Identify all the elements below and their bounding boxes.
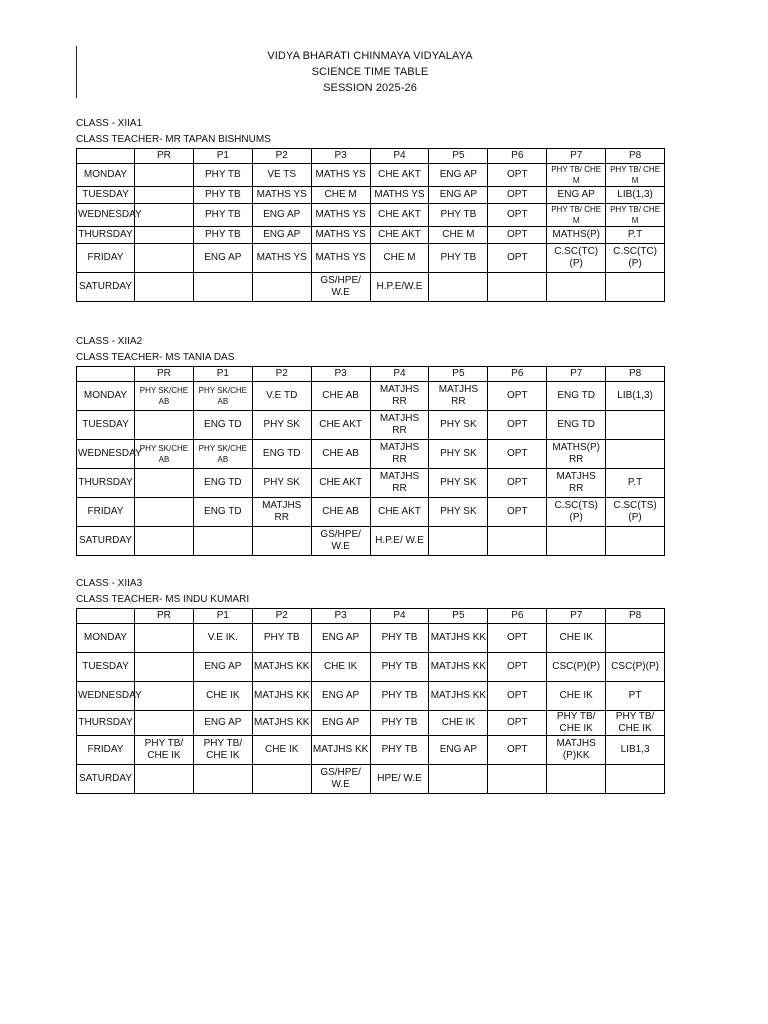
class-label: CLASS - XIIA2 <box>76 336 143 347</box>
period-cell: MATJHS KK <box>429 624 488 653</box>
period-cell <box>135 273 194 302</box>
class-label: CLASS - XIIA3 <box>76 578 143 589</box>
period-cell: PHY SK <box>252 469 311 498</box>
header-row <box>77 367 665 382</box>
period-cell: OPT <box>488 682 547 711</box>
period-cell: MATJHS RR <box>370 411 429 440</box>
period-cell <box>135 204 194 227</box>
period-cell <box>252 273 311 302</box>
period-cell: OPT <box>488 244 547 273</box>
column-header: P3 <box>311 149 370 164</box>
table-row <box>77 682 665 711</box>
period-cell: CHE IK <box>429 711 488 736</box>
period-cell: MATHS YS <box>311 244 370 273</box>
day-cell: TUESDAY <box>77 411 135 440</box>
table-row <box>77 382 665 411</box>
table-row <box>77 527 665 556</box>
period-cell <box>429 273 488 302</box>
table-row <box>77 736 665 765</box>
period-cell: ENG AP <box>193 244 252 273</box>
class-teacher-label: CLASS TEACHER- MS TANIA DAS <box>76 352 235 363</box>
period-cell: PHY TB/ CHE M <box>606 204 665 227</box>
period-cell: OPT <box>488 164 547 187</box>
period-cell <box>547 273 606 302</box>
timetable-section <box>76 116 666 302</box>
period-cell: ENG AP <box>547 187 606 204</box>
table-row <box>77 273 665 302</box>
period-cell: PHY TB <box>370 682 429 711</box>
column-header: P3 <box>311 367 370 382</box>
table-row <box>77 711 665 736</box>
period-cell <box>488 273 547 302</box>
period-cell: OPT <box>488 653 547 682</box>
period-cell <box>252 765 311 794</box>
table-row <box>77 624 665 653</box>
column-header: P6 <box>488 367 547 382</box>
column-header: P5 <box>429 609 488 624</box>
header-row <box>77 149 665 164</box>
period-cell: CHE AKT <box>370 204 429 227</box>
column-header: P3 <box>311 609 370 624</box>
column-header: P2 <box>252 149 311 164</box>
column-header: PR <box>135 367 194 382</box>
day-cell: SATURDAY <box>77 765 135 794</box>
period-cell: PHY SK <box>429 469 488 498</box>
period-cell <box>135 469 194 498</box>
day-cell: MONDAY <box>77 382 135 411</box>
period-cell: PHY TB <box>370 736 429 765</box>
period-cell: ENG AP <box>193 653 252 682</box>
period-cell: OPT <box>488 624 547 653</box>
period-cell <box>488 527 547 556</box>
period-cell: CHE M <box>370 244 429 273</box>
period-cell: ENG TD <box>547 411 606 440</box>
period-cell <box>429 765 488 794</box>
period-cell: MATJHS KK <box>252 653 311 682</box>
period-cell: CHE IK <box>547 624 606 653</box>
column-header: P6 <box>488 149 547 164</box>
column-header: P8 <box>606 609 665 624</box>
period-cell: MATJHS KK <box>429 682 488 711</box>
period-cell <box>135 498 194 527</box>
period-cell <box>606 411 665 440</box>
period-cell: ENG AP <box>311 682 370 711</box>
margin-rule <box>76 46 77 98</box>
period-cell: CHE IK <box>547 682 606 711</box>
day-cell: SATURDAY <box>77 527 135 556</box>
timetable <box>76 366 665 556</box>
period-cell: OPT <box>488 736 547 765</box>
column-header: P8 <box>606 367 665 382</box>
period-cell: CHE AB <box>311 498 370 527</box>
period-cell: PHY SK/CHE AB <box>135 382 194 411</box>
period-cell <box>135 164 194 187</box>
period-cell: PHY TB <box>193 187 252 204</box>
column-header: P5 <box>429 367 488 382</box>
period-cell: P.T <box>606 227 665 244</box>
period-cell: OPT <box>488 498 547 527</box>
period-cell: MATHS YS <box>370 187 429 204</box>
table-row <box>77 244 665 273</box>
period-cell: CHE IK <box>252 736 311 765</box>
period-cell <box>135 227 194 244</box>
period-cell: PHY SK/CHE AB <box>135 440 194 469</box>
timetable-section <box>76 334 666 556</box>
column-header: P4 <box>370 367 429 382</box>
column-header: PR <box>135 609 194 624</box>
period-cell: CHE M <box>429 227 488 244</box>
day-cell: TUESDAY <box>77 653 135 682</box>
period-cell: ENG TD <box>252 440 311 469</box>
period-cell: MATJHS RR <box>370 382 429 411</box>
column-header: P7 <box>547 149 606 164</box>
period-cell: ENG AP <box>193 711 252 736</box>
period-cell: MATHS YS <box>311 164 370 187</box>
period-cell: PHY TB <box>252 624 311 653</box>
period-cell <box>135 244 194 273</box>
column-header: P7 <box>547 367 606 382</box>
period-cell: PHY TB/ CHE IK <box>547 711 606 736</box>
table-row <box>77 440 665 469</box>
period-cell: LIB(1,3) <box>606 382 665 411</box>
period-cell: C.SC(TC)(P) <box>547 244 606 273</box>
period-cell: ENG AP <box>311 711 370 736</box>
period-cell: PHY SK <box>429 440 488 469</box>
period-cell: OPT <box>488 711 547 736</box>
period-cell: OPT <box>488 411 547 440</box>
period-cell: CHE IK <box>311 653 370 682</box>
period-cell: CSC(P)(P) <box>606 653 665 682</box>
period-cell: MATJHS RR <box>370 469 429 498</box>
period-cell <box>135 711 194 736</box>
table-row <box>77 469 665 498</box>
timetable <box>76 148 665 302</box>
period-cell: MATJHS KK <box>252 682 311 711</box>
day-cell: THURSDAY <box>77 469 135 498</box>
period-cell: MATHS YS <box>252 187 311 204</box>
period-cell: OPT <box>488 469 547 498</box>
period-cell: MATJHS KK <box>252 711 311 736</box>
period-cell <box>135 527 194 556</box>
period-cell: MATHS YS <box>252 244 311 273</box>
period-cell: ENG AP <box>429 736 488 765</box>
period-cell: CSC(P)(P) <box>547 653 606 682</box>
period-cell: H.P.E/W.E <box>370 273 429 302</box>
period-cell: GS/HPE/ W.E <box>311 765 370 794</box>
period-cell: LIB1,3 <box>606 736 665 765</box>
period-cell: ENG AP <box>311 624 370 653</box>
period-cell: GS/HPE/ W.E <box>311 273 370 302</box>
school-name: VIDYA BHARATI CHINMAYA VIDYALAYA <box>267 50 473 62</box>
period-cell: PHY TB <box>370 624 429 653</box>
table-row <box>77 498 665 527</box>
day-cell: THURSDAY <box>77 711 135 736</box>
period-cell: PHY TB <box>429 244 488 273</box>
period-cell <box>135 411 194 440</box>
period-cell <box>429 527 488 556</box>
table-row <box>77 204 665 227</box>
column-header: P2 <box>252 367 311 382</box>
table-row <box>77 411 665 440</box>
table-row <box>77 227 665 244</box>
period-cell: ENG AP <box>252 227 311 244</box>
period-cell <box>606 527 665 556</box>
period-cell: C.SC(TC)(P) <box>606 244 665 273</box>
period-cell: ENG TD <box>193 411 252 440</box>
period-cell: PHY TB/ CHE IK <box>606 711 665 736</box>
period-cell: MATJHS RR <box>370 440 429 469</box>
period-cell: ENG TD <box>193 498 252 527</box>
period-cell: P.T <box>606 469 665 498</box>
timetable-section <box>76 576 666 794</box>
period-cell <box>135 187 194 204</box>
day-cell: FRIDAY <box>77 736 135 765</box>
period-cell: MATJHS KK <box>429 653 488 682</box>
timetable <box>76 608 665 794</box>
period-cell <box>193 527 252 556</box>
period-cell: PHY TB <box>193 204 252 227</box>
period-cell <box>135 653 194 682</box>
period-cell: PHY TB <box>370 653 429 682</box>
period-cell: ENG TD <box>547 382 606 411</box>
period-cell: PHY TB <box>370 711 429 736</box>
period-cell: PHY TB/ CHE M <box>547 164 606 187</box>
day-cell: THURSDAY <box>77 227 135 244</box>
column-header: P8 <box>606 149 665 164</box>
day-cell: TUESDAY <box>77 187 135 204</box>
period-cell: PHY SK <box>252 411 311 440</box>
period-cell: ENG AP <box>429 187 488 204</box>
period-cell: MATJHS RR <box>547 469 606 498</box>
period-cell: ENG AP <box>252 204 311 227</box>
day-cell: MONDAY <box>77 164 135 187</box>
period-cell <box>135 765 194 794</box>
session-label: SESSION 2025-26 <box>323 82 417 94</box>
table-row <box>77 187 665 204</box>
period-cell <box>135 682 194 711</box>
period-cell: VE TS <box>252 164 311 187</box>
period-cell: MATHS(P) <box>547 227 606 244</box>
period-cell: PHY SK <box>429 411 488 440</box>
period-cell: ENG TD <box>193 469 252 498</box>
period-cell: CHE AKT <box>311 411 370 440</box>
day-cell: WEDNESDAY <box>77 204 135 227</box>
period-cell: CHE AKT <box>311 469 370 498</box>
period-cell <box>135 624 194 653</box>
column-header: PR <box>135 149 194 164</box>
period-cell: PT <box>606 682 665 711</box>
period-cell: MATJHS RR <box>252 498 311 527</box>
column-header: P6 <box>488 609 547 624</box>
period-cell: MATHS(P) RR <box>547 440 606 469</box>
day-cell: WEDNESDAY <box>77 440 135 469</box>
period-cell: MATHS YS <box>311 204 370 227</box>
column-header <box>77 149 135 164</box>
period-cell: CHE AB <box>311 382 370 411</box>
period-cell <box>193 273 252 302</box>
period-cell: CHE AKT <box>370 227 429 244</box>
column-header: P1 <box>193 609 252 624</box>
period-cell: ENG AP <box>429 164 488 187</box>
period-cell: PHY SK/CHE AB <box>193 440 252 469</box>
period-cell: OPT <box>488 440 547 469</box>
column-header: P7 <box>547 609 606 624</box>
table-row <box>77 765 665 794</box>
column-header: P4 <box>370 609 429 624</box>
period-cell: OPT <box>488 187 547 204</box>
period-cell: MATJHS RR <box>429 382 488 411</box>
period-cell <box>252 527 311 556</box>
period-cell: CHE AKT <box>370 164 429 187</box>
period-cell: V.E TD <box>252 382 311 411</box>
period-cell: C.SC(TS)(P) <box>606 498 665 527</box>
period-cell: GS/HPE/ W.E <box>311 527 370 556</box>
period-cell: PHY TB <box>193 164 252 187</box>
period-cell: V.E IK. <box>193 624 252 653</box>
day-cell: FRIDAY <box>77 498 135 527</box>
period-cell: PHY TB <box>193 227 252 244</box>
document-header <box>250 48 490 96</box>
table-row <box>77 164 665 187</box>
period-cell: OPT <box>488 382 547 411</box>
period-cell: PHY TB/ CHE M <box>547 204 606 227</box>
period-cell: MATHS YS <box>311 227 370 244</box>
day-cell: WEDNESDAY <box>77 682 135 711</box>
period-cell: PHY TB/ CHE IK <box>193 736 252 765</box>
period-cell <box>606 624 665 653</box>
class-teacher-label: CLASS TEACHER- MR TAPAN BISHNUMS <box>76 134 271 145</box>
document-title: SCIENCE TIME TABLE <box>311 66 429 78</box>
day-cell: FRIDAY <box>77 244 135 273</box>
column-header: P4 <box>370 149 429 164</box>
period-cell: PHY SK/CHE AB <box>193 382 252 411</box>
table-row <box>77 653 665 682</box>
period-cell <box>606 765 665 794</box>
header-row <box>77 609 665 624</box>
column-header: P5 <box>429 149 488 164</box>
day-cell: SATURDAY <box>77 273 135 302</box>
period-cell: OPT <box>488 227 547 244</box>
period-cell: PHY TB/ CHE IK <box>135 736 194 765</box>
period-cell <box>547 765 606 794</box>
column-header: P2 <box>252 609 311 624</box>
period-cell: PHY TB <box>429 204 488 227</box>
period-cell: CHE AKT <box>370 498 429 527</box>
period-cell: HPE/ W.E <box>370 765 429 794</box>
period-cell: CHE M <box>311 187 370 204</box>
class-teacher-label: CLASS TEACHER- MS INDU KUMARI <box>76 594 250 605</box>
column-header: P1 <box>193 149 252 164</box>
period-cell: PHY SK <box>429 498 488 527</box>
period-cell: C.SC(TS)(P) <box>547 498 606 527</box>
period-cell: CHE IK <box>193 682 252 711</box>
period-cell <box>193 765 252 794</box>
column-header: P1 <box>193 367 252 382</box>
class-label: CLASS - XIIA1 <box>76 118 143 129</box>
period-cell: OPT <box>488 204 547 227</box>
period-cell: PHY TB/ CHE M <box>606 164 665 187</box>
period-cell: H.P.E/ W.E <box>370 527 429 556</box>
column-header <box>77 609 135 624</box>
period-cell: MATJHS KK <box>311 736 370 765</box>
period-cell: LIB(1,3) <box>606 187 665 204</box>
period-cell: CHE AB <box>311 440 370 469</box>
period-cell <box>606 273 665 302</box>
period-cell: MATJHS (P)KK <box>547 736 606 765</box>
column-header <box>77 367 135 382</box>
period-cell <box>547 527 606 556</box>
period-cell <box>488 765 547 794</box>
period-cell <box>606 440 665 469</box>
day-cell: MONDAY <box>77 624 135 653</box>
